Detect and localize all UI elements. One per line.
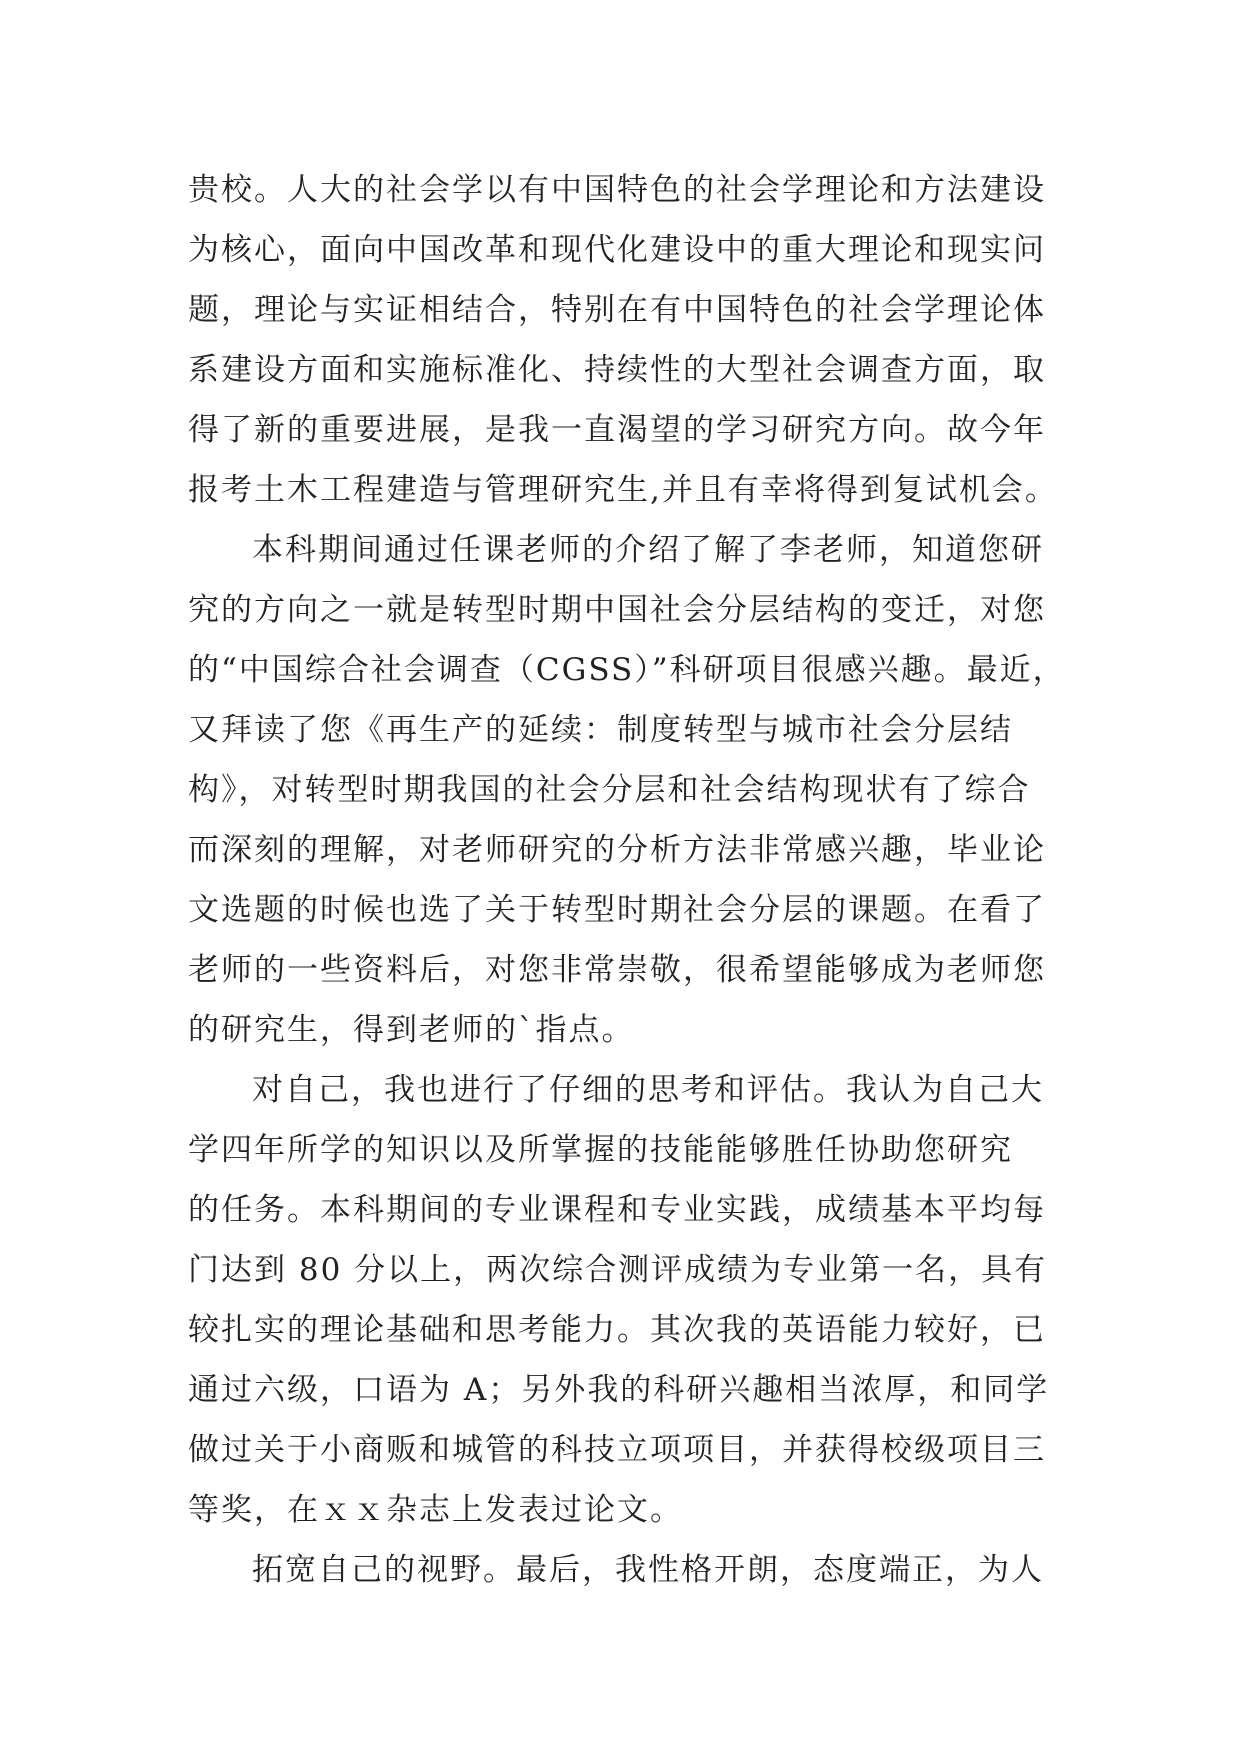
text-line: 等奖，在ｘｘ杂志上发表过论文。 — [188, 1492, 683, 1528]
text-line: 的任务。本科期间的专业课程和专业实践，成绩基本平均每 — [188, 1192, 1046, 1228]
text-line: 系建设方面和实施标准化、持续性的大型社会调查方面，取 — [188, 352, 1046, 388]
text-line: 又拜读了您《再生产的延续：制度转型与城市社会分层结 — [188, 712, 1013, 748]
text-line: 究的方向之一就是转型时期中国社会分层结构的变迁，对您 — [188, 592, 1046, 628]
paragraph-start-line: 对自己，我也进行了仔细的思考和评估。我认为自己大 — [252, 1072, 1044, 1108]
text-line: 做过关于小商贩和城管的科技立项项目，并获得校级项目三 — [188, 1432, 1046, 1468]
text-line: 的研究生，得到老师的`指点。 — [188, 1012, 635, 1048]
document-body — [188, 160, 1068, 1600]
text-line: 题，理论与实证相结合，特别在有中国特色的社会学理论体 — [188, 292, 1046, 328]
text-line: 贵校。人大的社会学以有中国特色的社会学理论和方法建设 — [188, 172, 1046, 208]
text-line: 构》，对转型时期我国的社会分层和社会结构现状有了综合 — [188, 772, 1031, 808]
text-line: 门达到 80 分以上，两次综合测评成绩为专业第一名，具有 — [188, 1252, 1048, 1288]
text-line: 学四年所学的知识以及所掌握的技能能够胜任协助您研究 — [188, 1132, 1013, 1168]
paragraph-start-line: 拓宽自己的视野。最后，我性格开朗，态度端正，为人 — [252, 1552, 1044, 1588]
text-line: 较扎实的理论基础和思考能力。其次我的英语能力较好，已 — [188, 1312, 1046, 1348]
paragraph-start-line: 本科期间通过任课老师的介绍了解了李老师，知道您研 — [252, 532, 1044, 568]
text-line: 通过六级，口语为 A；另外我的科研兴趣相当浓厚，和同学 — [188, 1372, 1050, 1408]
text-line: 而深刻的理解，对老师研究的分析方法非常感兴趣，毕业论 — [188, 832, 1046, 868]
text-line: 文选题的时候也选了关于转型时期社会分层的课题。在看了 — [188, 892, 1046, 928]
text-line: 得了新的重要进展，是我一直渴望的学习研究方向。故今年 — [188, 412, 1046, 448]
text-line: 的“中国综合社会调查（CGSS）”科研项目很感兴趣。最近， — [188, 652, 1066, 688]
text-line: 老师的一些资料后，对您非常崇敬，很希望能够成为老师您 — [188, 952, 1046, 988]
text-line: 报考土木工程建造与管理研究生,并且有幸将得到复试机会。 — [188, 472, 1058, 508]
text-line: 为核心，面向中国改革和现代化建设中的重大理论和现实问 — [188, 232, 1046, 268]
